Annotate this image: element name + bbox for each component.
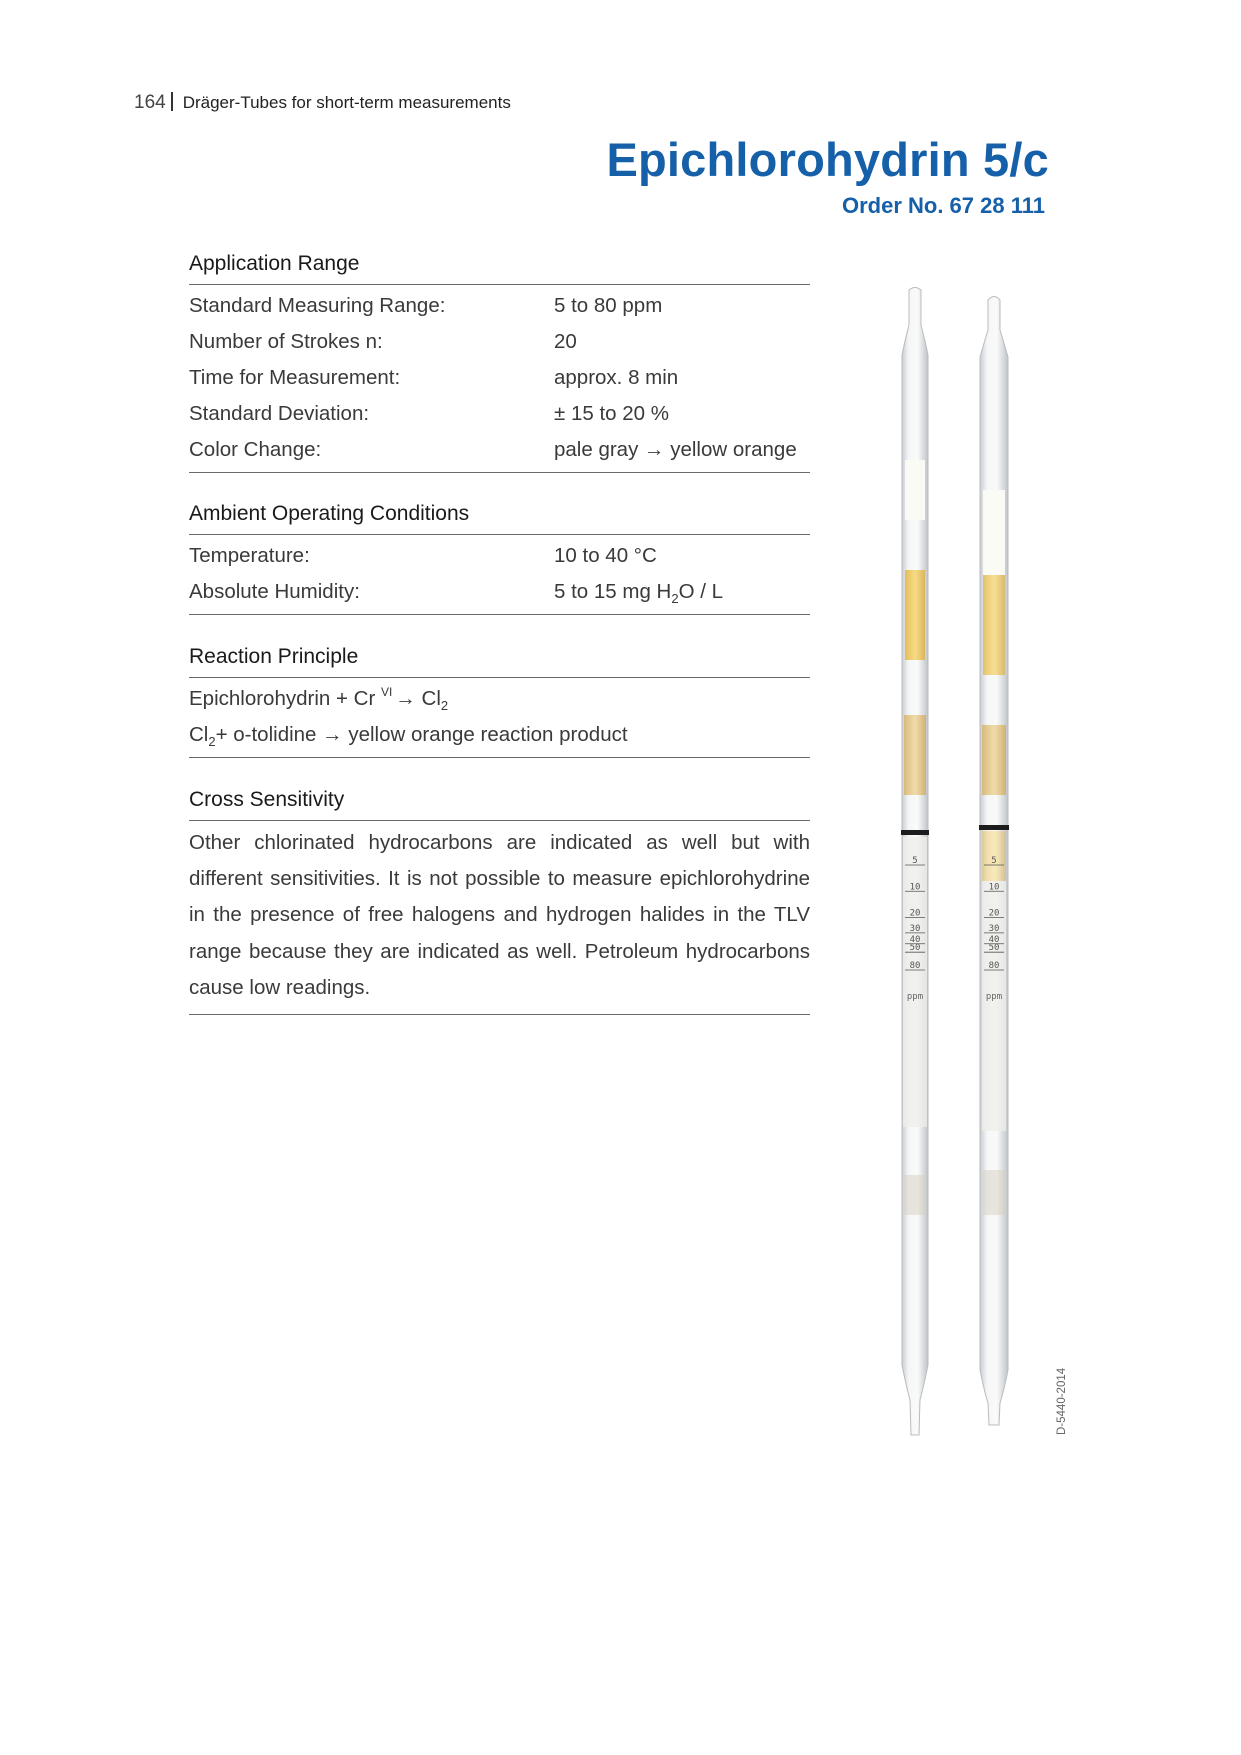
row-label: Standard Measuring Range: xyxy=(189,294,446,317)
scale-label: 40 xyxy=(988,934,1000,945)
cross-sensitivity-section xyxy=(189,788,810,1015)
application-range-row xyxy=(189,324,810,360)
order-number: Order No. 67 28 111 xyxy=(841,193,1045,218)
cross-sensitivity-heading: Cross Sensitivity xyxy=(189,788,810,821)
application-range-heading: Application Range xyxy=(189,252,810,285)
ambient-conditions-section xyxy=(189,502,810,615)
scale-label: 20 xyxy=(988,908,1000,919)
photo-code: D-5440-2014 xyxy=(1056,1367,1068,1435)
reaction-equation-2: $Cl_2+$ o-tolidine → yellow orange reaction product xyxy=(189,723,628,749)
scale-label: 40 xyxy=(909,934,921,945)
scale-label: 5 xyxy=(912,856,918,866)
application-range-section xyxy=(189,252,810,473)
scale-unit: ppm xyxy=(985,992,1003,1002)
page-number: 164 xyxy=(134,92,166,113)
cross-sensitivity-text: Other chlorinated hydrocarbons are indicated as well but with different sensitivities. It is not possible to measure epichlorohydrine in the presence of free halogens and hydrogen halides in the TLV range because they are indicated as well. Petroleum hydrocarbons cause low readings. xyxy=(189,831,810,999)
row-label: Time for Measurement: xyxy=(189,366,401,389)
detector-tubes-illustration xyxy=(860,285,1040,1445)
scale-label: 80 xyxy=(988,961,1000,971)
temperature-label: Temperature: xyxy=(189,544,310,567)
scale-label: 10 xyxy=(988,882,1000,893)
application-range-row xyxy=(189,432,810,468)
application-range-table xyxy=(189,285,810,473)
temperature-value: 10 to 40 °C xyxy=(554,544,657,567)
scale-label: 50 xyxy=(988,943,1000,954)
scale-label: 10 xyxy=(909,882,921,893)
reaction-principle-heading: Reaction Principle xyxy=(189,645,810,678)
reaction-equation-1: Epichlorohydrin + Cr $^{VI} \to Cl_2$ xyxy=(189,685,449,713)
running-title: Dräger-Tubes for short-term measurements xyxy=(182,93,511,112)
page-title: Epichlorohydrin 5/c xyxy=(606,133,1049,186)
scale-label: 50 xyxy=(909,943,921,954)
application-range-row xyxy=(189,396,810,432)
temperature-row xyxy=(189,538,810,574)
scale-unit: ppm xyxy=(906,992,924,1002)
row-label: Color Change: xyxy=(189,438,322,461)
scale-label: 80 xyxy=(909,961,921,971)
row-value: approx. 8 min xyxy=(554,366,679,389)
ambient-conditions-table xyxy=(189,535,810,615)
scale-label: 30 xyxy=(988,923,1000,934)
row-value: ± 15 to 20 % xyxy=(554,402,669,425)
running-header xyxy=(134,92,511,114)
row-value: 5 to 80 ppm xyxy=(554,294,663,317)
reaction-principle-body xyxy=(189,678,810,758)
humidity-label: Absolute Humidity: xyxy=(189,580,360,603)
cross-sensitivity-body xyxy=(189,821,810,1015)
application-range-row xyxy=(189,360,810,396)
ambient-conditions-heading: Ambient Operating Conditions xyxy=(189,502,810,535)
scale-label: 5 xyxy=(991,856,997,866)
reaction-principle-section xyxy=(189,645,810,758)
scale-label: 30 xyxy=(909,923,921,934)
row-label: Standard Deviation: xyxy=(189,402,370,425)
row-label: Number of Strokes n: xyxy=(189,330,383,353)
row-value: 20 xyxy=(554,330,577,353)
humidity-row xyxy=(189,574,810,610)
humidity-value: 5 to 15 mg $H_2O$ / L xyxy=(554,580,724,606)
scale-label: 20 xyxy=(909,908,921,919)
row-value: pale gray → yellow orange xyxy=(554,438,797,461)
application-range-row xyxy=(189,288,810,324)
header-divider xyxy=(171,92,173,111)
